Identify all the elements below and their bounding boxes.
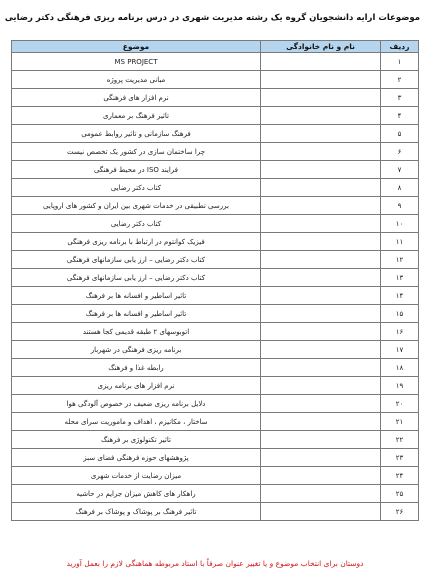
topic-cell: دلایل برنامه ریزی ضعیف در خصوص آلودگی هوا [12, 395, 261, 413]
student-name [261, 107, 381, 125]
table-row [12, 53, 419, 71]
row-number: ۲۶ [381, 503, 419, 521]
topic-cell: رابطه غذا و فرهنگ [12, 359, 261, 377]
row-number: ۵ [381, 125, 419, 143]
table-row [12, 413, 419, 431]
header-topic: موضوع [12, 41, 261, 53]
student-name [261, 431, 381, 449]
table-row [12, 71, 419, 89]
topic-cell: کتاب دکتر رضایی – ارز یابی سازمانهای فرهنگی [12, 251, 261, 269]
topic-cell: تاثیر اساطیر و افسانه ها بر فرهنگ [12, 287, 261, 305]
topic-cell: تاثیر فرهنگ بر پوشاک و پوشاک بر فرهنگ [12, 503, 261, 521]
table-row [12, 467, 419, 485]
row-number: ۷ [381, 161, 419, 179]
table-row [12, 107, 419, 125]
student-name [261, 287, 381, 305]
student-name [261, 377, 381, 395]
topic-cell: فرایند ISO در محیط فرهنگی [12, 161, 261, 179]
topic-cell: کتاب دکتر رضایی [12, 215, 261, 233]
topic-cell: نرم افزار های فرهنگی [12, 89, 261, 107]
topic-cell: مبانی مدیریت پروژه [12, 71, 261, 89]
row-number: ۱۲ [381, 251, 419, 269]
student-name [261, 305, 381, 323]
topic-cell: تاثیر تکنولوژی بر فرهنگ [12, 431, 261, 449]
table-header-row [12, 41, 419, 53]
student-name [261, 395, 381, 413]
student-name [261, 251, 381, 269]
table-row [12, 395, 419, 413]
row-number: ۱۳ [381, 269, 419, 287]
topic-cell: MS PROJECT [12, 53, 261, 71]
table-row [12, 323, 419, 341]
topic-cell: تاثیر فرهنگ بر معماری [12, 107, 261, 125]
row-number: ۱۴ [381, 287, 419, 305]
topic-cell: برنامه ریزی فرهنگی در شهربار [12, 341, 261, 359]
header-name: نام و نام خانوادگی [261, 41, 381, 53]
table-row [12, 449, 419, 467]
topic-cell: فیزیک کوانتوم در ارتباط با برنامه ریزی فرهنگی [12, 233, 261, 251]
table-row [12, 377, 419, 395]
table-row [12, 287, 419, 305]
row-number: ۳ [381, 89, 419, 107]
table-row [12, 143, 419, 161]
topic-cell: کتاب دکتر رضایی [12, 179, 261, 197]
header-num: ردیف [381, 41, 419, 53]
student-name [261, 179, 381, 197]
row-number: ۴ [381, 107, 419, 125]
topic-cell: بررسی تطبیقی در خدمات شهری بین ایران و کشور های اروپایی [12, 197, 261, 215]
student-name [261, 233, 381, 251]
topic-cell: ساختار ، مکانیزم ، اهداف و ماموریت سرای محله [12, 413, 261, 431]
table-row [12, 503, 419, 521]
student-name [261, 215, 381, 233]
table-row [12, 215, 419, 233]
row-number: ۱۹ [381, 377, 419, 395]
row-number: ۲ [381, 71, 419, 89]
student-name [261, 89, 381, 107]
row-number: ۱۸ [381, 359, 419, 377]
row-number: ۹ [381, 197, 419, 215]
table-row [12, 161, 419, 179]
row-number: ۶ [381, 143, 419, 161]
row-number: ۱۰ [381, 215, 419, 233]
footer-note: دوستان برای انتخاب موضوع و یا تغییر عنوان صرفاً با استاد مربوطه هماهنگی لازم را بعمل آورید [66, 559, 364, 568]
table-row [12, 197, 419, 215]
topic-cell: فرهنگ سازمانی و تاثیر روابط عمومی [12, 125, 261, 143]
document-title: موضوعات ارایه دانشجویان گروه یک رشته مدیریت شهری در درس برنامه ریزی فرهنگی دکتر رضایی [4, 13, 420, 23]
table-row [12, 179, 419, 197]
student-name [261, 71, 381, 89]
student-name [261, 143, 381, 161]
topic-cell: میزان رضایت از خدمات شهری [12, 467, 261, 485]
student-name [261, 53, 381, 71]
student-name [261, 161, 381, 179]
row-number: ۲۲ [381, 431, 419, 449]
row-number: ۱۷ [381, 341, 419, 359]
topic-cell: چرا ساختمان سازی در کشور یک تخصص نیست [12, 143, 261, 161]
table-row [12, 485, 419, 503]
topic-cell: تاثیر اساطیر و افسانه ها بر فرهنگ [12, 305, 261, 323]
row-number: ۸ [381, 179, 419, 197]
student-name [261, 197, 381, 215]
row-number: ۱ [381, 53, 419, 71]
table-row [12, 233, 419, 251]
table-row [12, 305, 419, 323]
row-number: ۲۳ [381, 449, 419, 467]
student-name [261, 413, 381, 431]
row-number: ۱۶ [381, 323, 419, 341]
table-row [12, 269, 419, 287]
row-number: ۱۵ [381, 305, 419, 323]
student-name [261, 125, 381, 143]
topic-cell: راهکار های کاهش میزان جرایم در حاشیه [12, 485, 261, 503]
row-number: ۱۱ [381, 233, 419, 251]
table-row [12, 341, 419, 359]
table-row [12, 251, 419, 269]
table-row [12, 359, 419, 377]
topics-table [11, 40, 419, 521]
topic-cell: نرم افزار های برنامه ریزی [12, 377, 261, 395]
student-name [261, 323, 381, 341]
student-name [261, 485, 381, 503]
row-number: ۲۱ [381, 413, 419, 431]
topic-cell: کتاب دکتر رضایی – ارز یابی سازمانهای فرهنگی [12, 269, 261, 287]
student-name [261, 449, 381, 467]
table-row [12, 431, 419, 449]
table-row [12, 125, 419, 143]
row-number: ۲۴ [381, 467, 419, 485]
topic-cell: اتوبوسهای ۲ طبقه قدیمی کجا هستند [12, 323, 261, 341]
student-name [261, 269, 381, 287]
row-number: ۲۵ [381, 485, 419, 503]
topic-cell: پژوهشهای حوزه فرهنگی فضای سبز [12, 449, 261, 467]
row-number: ۲۰ [381, 395, 419, 413]
student-name [261, 341, 381, 359]
student-name [261, 359, 381, 377]
student-name [261, 503, 381, 521]
student-name [261, 467, 381, 485]
table-row [12, 89, 419, 107]
